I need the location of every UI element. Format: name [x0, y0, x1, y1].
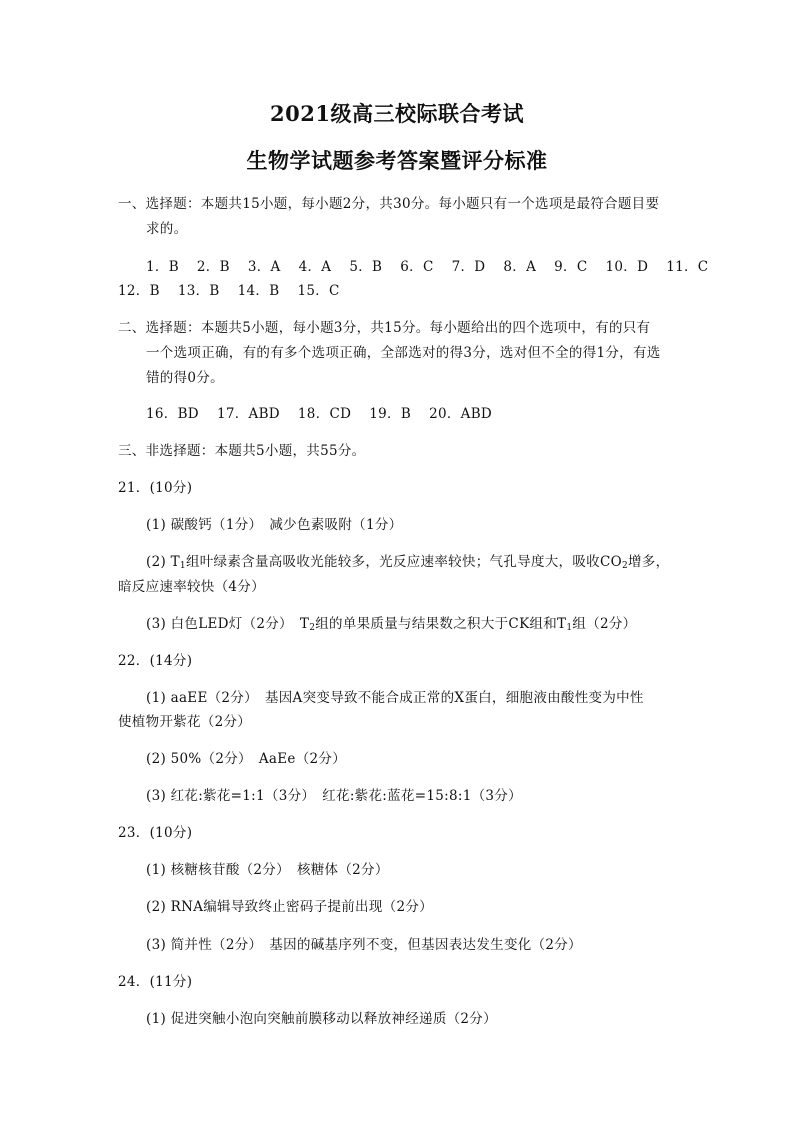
question-21-answer-1: (1) 碳酸钙（1分） 减少色素吸附（1分） [146, 517, 403, 533]
question-23-answer-1: (1) 核糖核苷酸（2分） 核糖体（2分） [146, 862, 389, 878]
question-24-answer-1: (1) 促进突触小泡向突触前膜移动以释放神经递质（2分） [146, 1011, 497, 1027]
answer-item: 13．B [177, 283, 220, 299]
section1-answers-row1 [146, 255, 726, 275]
question-22-answer-1: (1) aaEE（2分） 基因A突变导致不能合成正常的X蛋白，细胞液由酸性变为中性 [146, 690, 644, 706]
answer-item: 7．D [451, 259, 486, 275]
answer-item: 8．A [503, 259, 537, 275]
section1-heading-cont: 求的。 [146, 221, 188, 237]
section1-heading: 一、选择题：本题共15小题，每小题2分，共30分。每小题只有一个选项是最符合题目要 [118, 196, 660, 212]
question-23-number: 23．(10分) [118, 825, 193, 841]
page-title: 2021级高三校际联合考试 [270, 101, 524, 126]
section3-heading: 三、非选择题：本题共5小题，共55分。 [118, 443, 366, 459]
question-22-number: 22．(14分) [118, 653, 193, 669]
answer-item: 2．B [196, 259, 230, 275]
section2-heading-cont2: 错的得0分。 [146, 370, 224, 386]
answer-item: 1．B [146, 259, 179, 275]
section1-answers-row2 [118, 279, 358, 299]
question-22-answer-3: (3) 红花:紫花=1:1（3分） 红花:紫花:蓝花=15:8:1（3分） [146, 788, 522, 804]
question-23-answer-3: (3) 简并性（2分） 基因的碱基序列不变，但基因表达发生变化（2分） [146, 937, 582, 953]
question-23-answer-2: (2) RNA编辑导致终止密码子提前出现（2分） [146, 899, 433, 915]
answer-item: 10．D [605, 259, 649, 275]
section2-heading-cont: 一个选项正确，有的有多个选项正确，全部选对的得3分，选对但不全的得1分，有选 [146, 345, 661, 361]
answer-item: 19．B [369, 406, 412, 422]
answer-item: 9．C [554, 259, 588, 275]
answer-item: 11．C [666, 259, 709, 275]
question-24-number: 24．(11分) [118, 974, 193, 990]
answer-item: 3．A [247, 259, 281, 275]
answer-item: 18．CD [297, 406, 352, 422]
question-21-answer-3: (3) 白色LED灯（2分） $T_2$组的单果质量与结果数之积大于CK组和$T_1$组（2分） [146, 616, 637, 633]
answer-item: 17．ABD [216, 406, 280, 422]
answer-item: 20．ABD [429, 406, 493, 422]
answer-item: 5．B [349, 259, 383, 275]
section2-answers [146, 402, 510, 422]
answer-item: 6．C [400, 259, 434, 275]
question-21-answer-2-cont: 暗反应速率较快（4分） [118, 579, 265, 595]
section2-heading: 二、选择题：本题共5小题，每小题3分，共15分。每小题给出的四个选项中，有的只有 [118, 320, 651, 336]
answer-item: 16．BD [146, 406, 199, 422]
answer-item: 15．C [297, 283, 340, 299]
question-22-answer-1-cont: 使植物开紫花（2分） [118, 714, 252, 730]
question-21-number: 21．(10分) [118, 480, 193, 496]
answer-item: 4．A [298, 259, 332, 275]
question-22-answer-2: (2) 50%（2分） AaEe（2分） [146, 751, 346, 767]
answer-item: 12．B [118, 283, 160, 299]
question-21-answer-2: (2) $T_1$组叶绿素含量高吸收光能较多，光反应速率较快；气孔导度大，吸收$CO_2$增多， [146, 554, 670, 571]
answer-item: 14．B [237, 283, 280, 299]
page-subtitle: 生物学试题参考答案暨评分标准 [246, 148, 548, 173]
